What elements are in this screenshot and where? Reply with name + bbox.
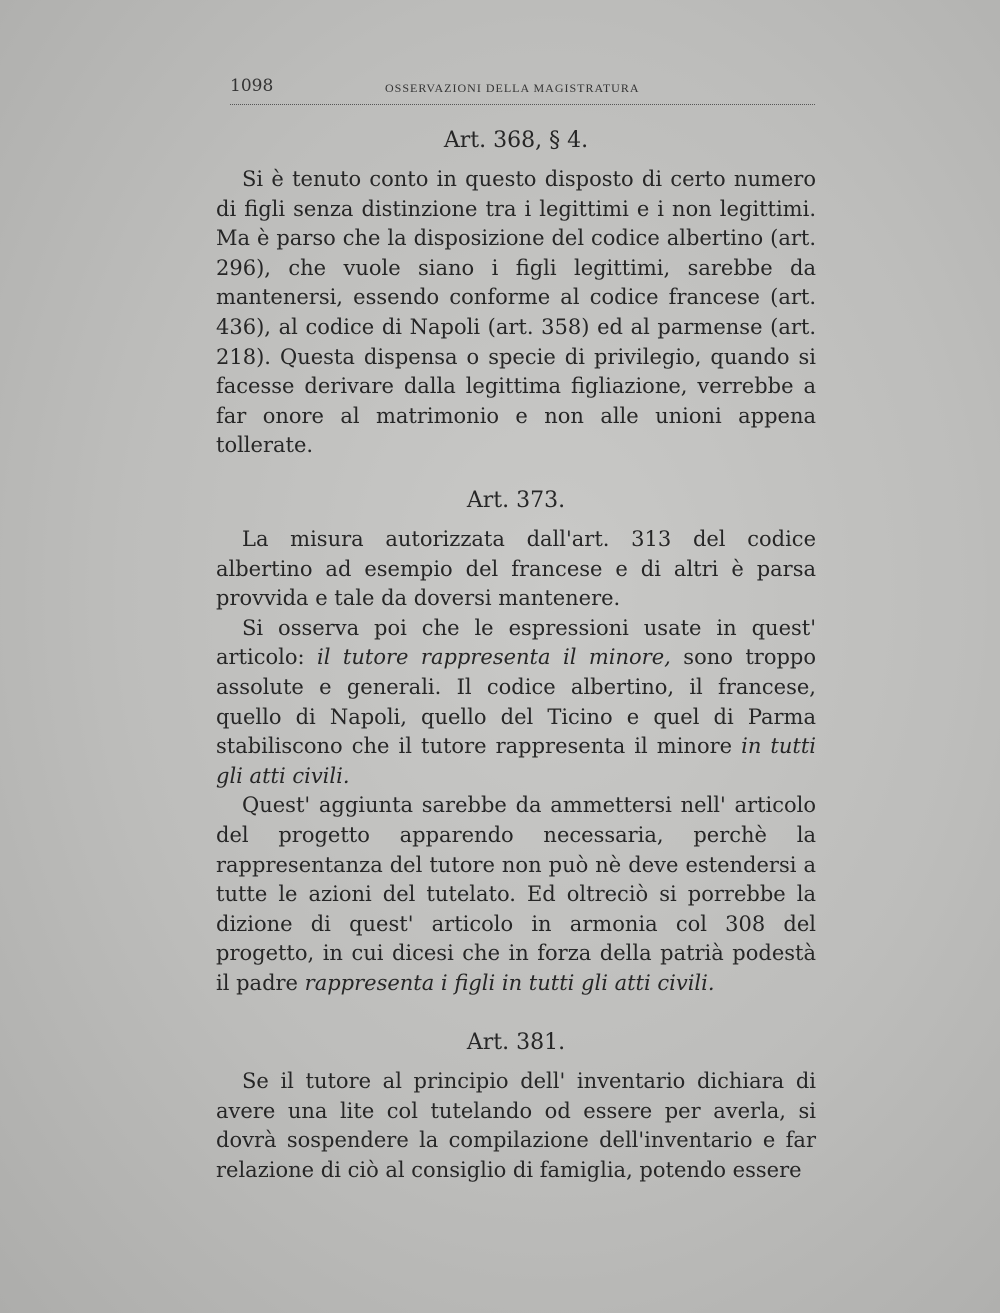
section-heading-art-368: Art. 368, § 4. (443, 128, 589, 153)
section-body-art-373 (216, 525, 816, 999)
paragraph (216, 614, 816, 792)
running-title: OSSERVAZIONI DELLA MAGISTRATURA (385, 81, 640, 95)
paragraph-text: Si osserva poi che le espressioni usate in quest' articolo: (216, 615, 816, 670)
italic-quote: il tutore rappresenta il minore, (317, 645, 671, 670)
paragraph (216, 525, 816, 614)
paragraph-text: sono troppo assolute e generali. Il codice albertino, il francese, quello di Napoli, quello del Ticino e quel di Parma stabiliscono che il tutore rappresenta il minore (216, 645, 817, 759)
paragraph (216, 791, 816, 998)
section-heading-art-381: Art. 381. (466, 1030, 566, 1055)
paragraph (216, 1067, 816, 1185)
page-number: 1098 (230, 76, 274, 96)
paragraph-text: Si è tenuto conto in questo disposto di certo numero di figli senza distinzione tra i legittimi e i non legittimi. Ma è parso che la disposizione del codice albertino (art. 296), che vuole siano i figli legittimi, sarebbe da mantenersi, essendo conforme al codice francese (art. 436), al codice di Napoli (art. 358) ed al parmense (art. 218). Questa dispensa o specie di privilegio, quando si facesse derivare dalla legittima figliazione, verrebbe a far onore al matrimonio e non alle unioni appena tollerate. (216, 167, 816, 458)
page-header (230, 76, 815, 105)
italic-quote: in tutti gli atti civili. (216, 734, 816, 788)
section-body-art-381 (216, 1067, 816, 1185)
paragraph-text: Se il tutore al principio dell' inventario dichiara di avere una lite col tutelando od essere per averla, si dovrà sospendere la compilazione dell'inventario e far relazione di ciò al consiglio di famiglia, potendo essere (216, 1069, 816, 1182)
section-heading-art-373: Art. 373. (466, 488, 566, 513)
paragraph (216, 165, 816, 461)
section-body-art-368 (216, 165, 816, 461)
paragraph-text: Quest' aggiunta sarebbe da ammettersi nell' articolo del progetto apparendo necessaria, perchè la rappresentanza del tutore non può nè deve estendersi a tutte le azioni del tutelato. Ed oltreciò si porrebbe la dizione di quest' articolo in armonia col 308 del progetto, in cui dicesi che in forza della patrià podestà il padre (216, 793, 816, 995)
paragraph-text: La misura autorizzata dall'art. 313 del codice albertino ad esempio del francese e di altri è parsa provvida e tale da doversi mantenere. (216, 527, 816, 611)
italic-quote: rappresenta i figli in tutti gli atti civili. (304, 970, 715, 995)
